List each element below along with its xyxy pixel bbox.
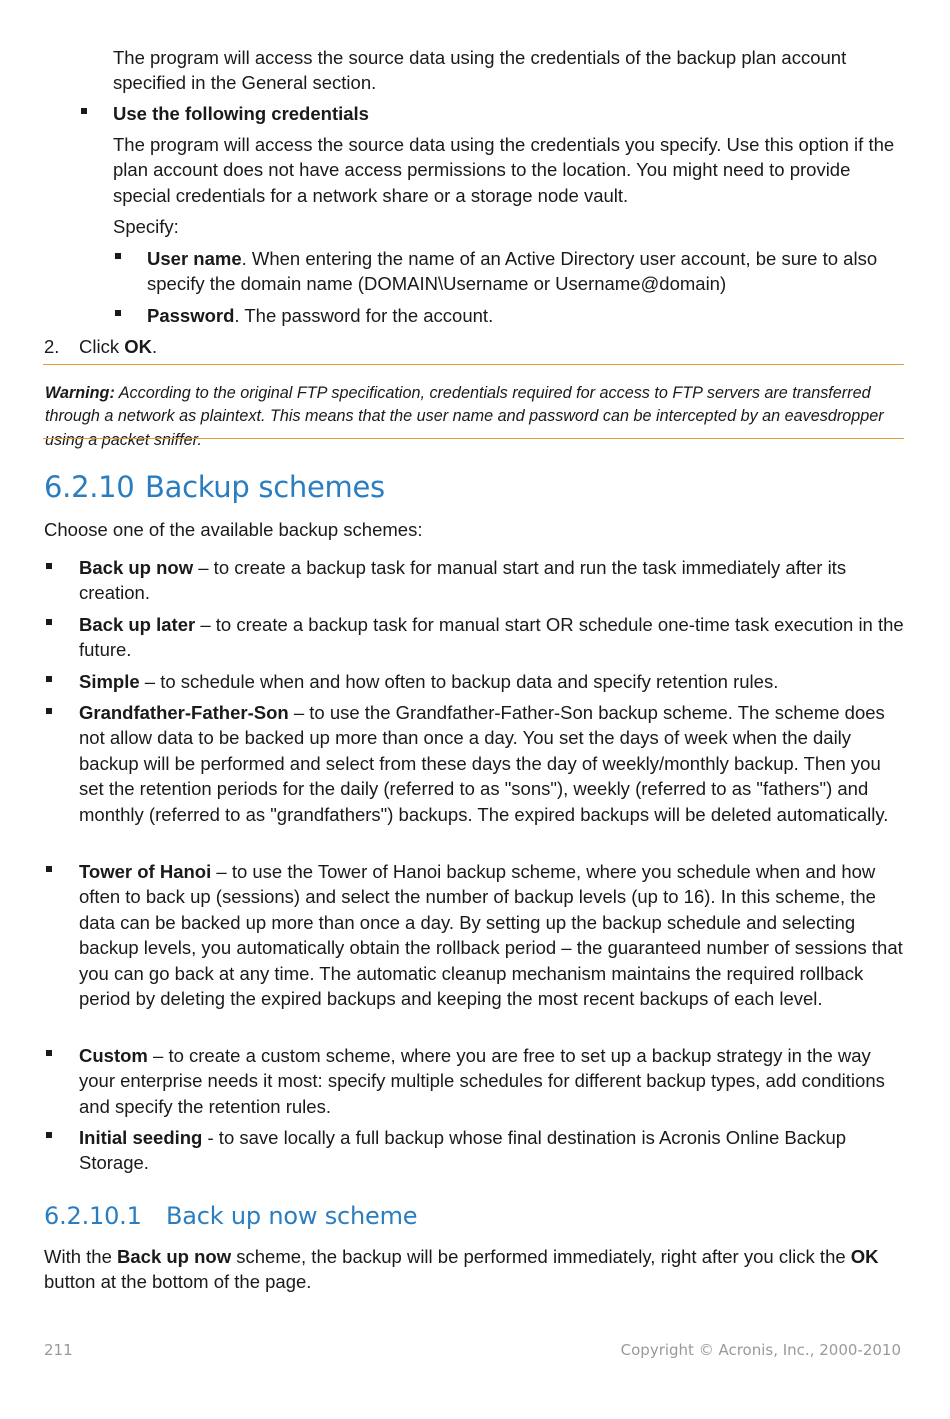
warning-top-rule: [43, 364, 904, 365]
subsection-heading: [44, 1202, 417, 1230]
section-intro: Choose one of the available backup schemes:: [44, 519, 423, 540]
specify-label: Specify:: [113, 216, 179, 237]
section-title: Backup schemes: [145, 470, 385, 504]
bullet-icon: [46, 866, 52, 872]
bullet-icon: [46, 708, 52, 714]
option-paragraph: The program will access the source data using the credentials you specify. Use this option if the plan account does not have access permissions to the location. You might need to provide special credentials for a network share or a storage node vault.: [113, 134, 895, 206]
bullet-icon: [46, 619, 52, 625]
copyright: Copyright © Acronis, Inc., 2000-2010: [620, 1341, 901, 1359]
option-heading: Use the following credentials: [113, 103, 369, 124]
scheme-item: Tower of Hanoi – to use the Tower of Hanoi backup scheme, where you schedule when and how often to back up (sessions) and select the number of backup levels (up to 16). In this scheme, the data can be backed up more than once a day. By setting up the backup schedule and selecting backup levels, you automatically obtain the rollback period – the guaranteed number of sessions that you can go back at any time. The automatic cleanup mechanism maintains the required rollback period by deleting the expired backups and keeping the most recent backups of each level.: [79, 861, 903, 1010]
section-heading: [44, 470, 385, 504]
scheme-item: Custom – to create a custom scheme, where you are free to set up a backup strategy in the way your enterprise needs it most: specify multiple schedules for different backup types, add conditions and specify the retention rules.: [79, 1045, 885, 1117]
step-text: Click OK.: [79, 336, 158, 357]
scheme-item: Simple – to schedule when and how often to backup data and specify retention rules.: [79, 671, 779, 692]
scheme-item: Back up now – to create a backup task for manual start and run the task immediately after its creation.: [79, 557, 847, 604]
bullet-icon: [46, 676, 52, 682]
bullet-icon: [115, 253, 121, 259]
scheme-item: Grandfather-Father-Son – to use the Grandfather-Father-Son backup scheme. The scheme does not allow data to be backed up more than once a day. You set the days of week when the daily backup will be performed and select from these days the day of weekly/monthly backup. Then you set the retention periods for the daily (referred to as "sons"), weekly (referred to as "fathers") and monthly (referred to as "grandfathers") backups. The expired backups will be deleted automatically.: [79, 702, 889, 825]
subsection-number: 6.2.10.1: [44, 1202, 142, 1230]
bullet-icon: [115, 310, 121, 316]
page-number: 211: [44, 1341, 73, 1359]
subsection-title: Back up now scheme: [166, 1202, 418, 1230]
subsection-paragraph: With the Back up now scheme, the backup will be performed immediately, right after you click the OK button at the bottom of the page.: [44, 1246, 879, 1293]
scheme-item: Initial seeding - to save locally a full backup whose final destination is Acronis Online Backup Storage.: [79, 1127, 847, 1174]
scheme-item: Back up later – to create a backup task for manual start OR schedule one-time task execution in the future.: [79, 614, 904, 661]
bullet-icon: [81, 108, 87, 114]
account-paragraph: The program will access the source data using the credentials of the backup plan account specified in the General section.: [113, 47, 847, 94]
user-name-item: User name. When entering the name of an Active Directory user account, be sure to also specify the domain name (DOMAIN\Username or Username@domain): [147, 248, 878, 295]
bullet-icon: [46, 1050, 52, 1056]
bullet-icon: [46, 563, 52, 569]
warning-note: Warning: According to the original FTP specification, credentials required for access to FTP servers are transferred through a network as plaintext. This means that the user name and password can be intercepted by an eavesdropper using a packet sniffer.: [45, 384, 884, 449]
section-number: 6.2.10: [44, 470, 135, 504]
warning-bottom-rule: [43, 438, 904, 439]
bullet-icon: [46, 1132, 52, 1138]
step-number: 2.: [44, 336, 60, 357]
password-item: Password. The password for the account.: [147, 305, 494, 326]
